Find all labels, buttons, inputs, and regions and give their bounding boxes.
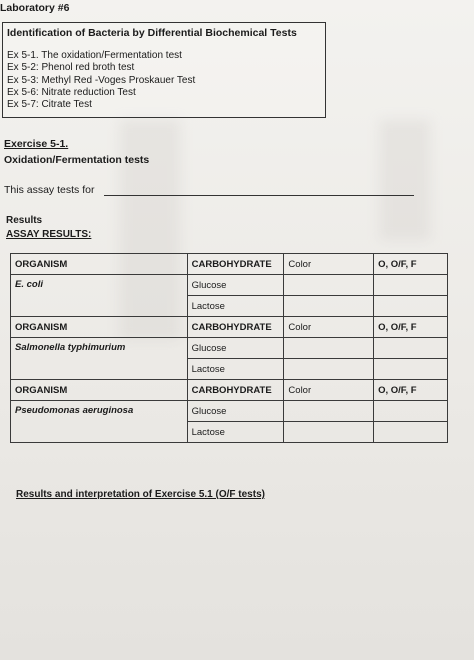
assay-results-label: ASSAY RESULTS: [6,229,92,240]
carbohydrate-header: CARBOHYDRATE [187,380,284,401]
carb-cell: Glucose [187,338,284,359]
carbohydrate-header: CARBOHYDRATE [187,254,284,275]
interpretation-heading: Results and interpretation of Exercise 5.1 (O/F tests) [16,489,265,500]
table-header-row [11,254,448,275]
table-header-row [11,380,448,401]
tests-list-item: Ex 5-3: Methyl Red -Voges Proskauer Test [7,74,196,86]
of-cell[interactable] [374,359,448,380]
color-header: Color [284,317,374,338]
color-header: Color [284,254,374,275]
color-header: Color [284,380,374,401]
color-cell[interactable] [284,338,374,359]
results-label: Results [6,215,43,226]
table-header-row [11,317,448,338]
carb-cell: Lactose [187,422,284,443]
lab-title: Laboratory #6 [0,2,70,14]
carb-cell: Lactose [187,359,284,380]
carb-cell: Lactose [187,296,284,317]
organism-header: ORGANISM [11,380,188,401]
of-cell[interactable] [374,338,448,359]
carb-cell: Glucose [187,401,284,422]
assay-answer-line[interactable] [104,195,414,196]
of-cell[interactable] [374,275,448,296]
carbohydrate-header: CARBOHYDRATE [187,317,284,338]
assay-prompt: This assay tests for [4,184,95,196]
of-header: O, O/F, F [374,254,448,275]
organism-header: ORGANISM [11,317,188,338]
tests-box-heading: Identification of Bacteria by Differential Biochemical Tests [7,27,297,39]
color-cell[interactable] [284,296,374,317]
of-cell[interactable] [374,422,448,443]
color-cell[interactable] [284,401,374,422]
of-cell[interactable] [374,401,448,422]
tests-list-item: Ex 5-7: Citrate Test [7,99,92,111]
exercise-title: Exercise 5-1. [4,138,69,150]
tests-list-item: Ex 5-6: Nitrate reduction Test [7,86,136,98]
table-row [11,338,448,359]
of-header: O, O/F, F [374,317,448,338]
page-shadow [380,120,430,240]
tests-list [7,50,195,111]
tests-box [2,22,326,118]
organism-cell: Pseudomonas aeruginosa [11,401,188,443]
of-header: O, O/F, F [374,380,448,401]
organism-cell: Salmonella typhimurium [11,338,188,380]
tests-list-item: Ex 5-2: Phenol red broth test [7,62,135,74]
results-table [10,253,448,443]
carb-cell: Glucose [187,275,284,296]
color-cell[interactable] [284,422,374,443]
exercise-subtitle: Oxidation/Fermentation tests [4,154,150,166]
tests-list-item: Ex 5-1. The oxidation/Fermentation test [7,50,182,61]
of-cell[interactable] [374,296,448,317]
organism-header: ORGANISM [11,254,188,275]
table-row [11,275,448,296]
table-row [11,401,448,422]
organism-cell: E. coli [11,275,188,317]
color-cell[interactable] [284,359,374,380]
color-cell[interactable] [284,275,374,296]
